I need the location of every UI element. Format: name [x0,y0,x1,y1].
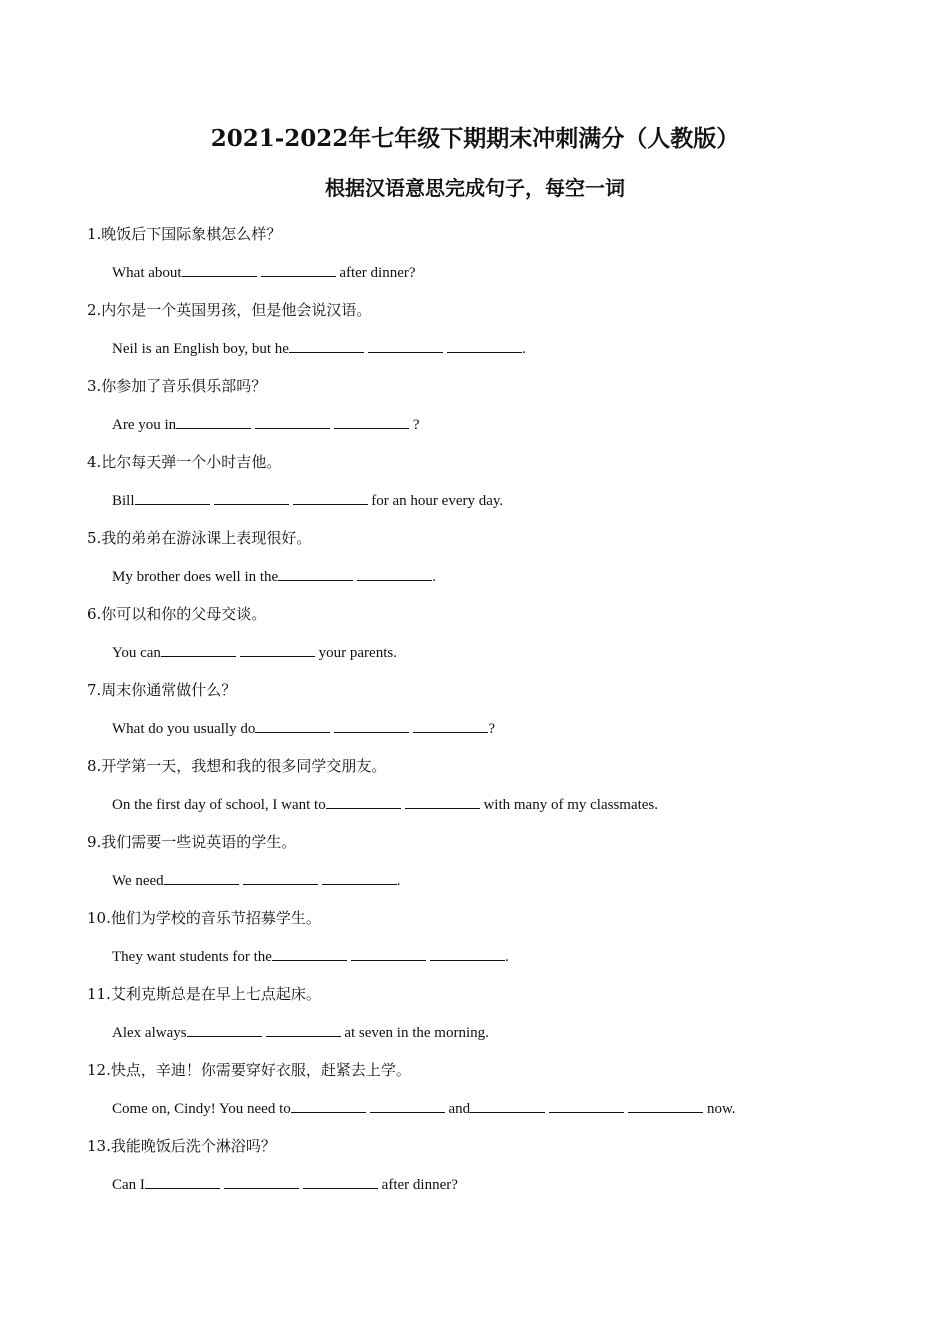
answer-blank[interactable] [164,869,239,885]
answer-blank[interactable] [326,793,401,809]
question-item [87,220,907,296]
sentence-text: after dinner? [377,1177,458,1193]
answer-blank[interactable] [187,1021,262,1037]
question-item [87,904,907,980]
question-prompt-chinese: 13.我能晚饭后洗个淋浴吗？ [87,1137,276,1155]
sentence-text: You can [112,645,161,661]
answer-blank[interactable] [243,869,318,885]
question-sentence-english [112,565,436,588]
question-sentence-english [112,945,509,968]
answer-blank[interactable] [293,489,368,505]
question-prompt-chinese: 9.我们需要一些说英语的学生。 [87,833,297,851]
question-prompt-chinese: 8.开学第一天，我想和我的很多同学交朋友。 [87,757,387,775]
question-sentence-english [112,1097,736,1120]
question-item [87,524,907,600]
sentence-text: What about [112,265,182,281]
answer-blank[interactable] [261,261,336,277]
question-prompt-chinese: 6.你可以和你的父母交谈。 [87,605,267,623]
answer-blank[interactable] [161,641,236,657]
question-sentence-english [112,261,416,284]
sentence-text: On the first day of school, I want to [112,797,326,813]
answer-blank[interactable] [291,1097,366,1113]
question-item [87,980,907,1056]
answer-blank[interactable] [370,1097,445,1113]
answer-blank[interactable] [255,717,330,733]
answer-blank-group [187,1021,341,1044]
question-sentence-english [112,717,495,740]
answer-blank[interactable] [182,261,257,277]
sentence-text: . [432,569,436,585]
question-item [87,448,907,524]
question-sentence-english [112,413,420,436]
answer-blank-group [182,261,336,284]
sentence-text: Come on, Cindy! You need to [112,1101,291,1117]
answer-blank[interactable] [176,413,251,429]
question-item [87,828,907,904]
answer-blank[interactable] [272,945,347,961]
answer-blank-group [278,565,432,588]
answer-blank[interactable] [405,793,480,809]
sentence-text: for an hour every day. [367,493,504,509]
sentence-text: What do you usually do [112,721,256,737]
question-list [87,220,907,1208]
answer-blank[interactable] [145,1173,220,1189]
answer-blank[interactable] [278,565,353,581]
question-sentence-english [112,337,526,360]
sentence-text: They want students for the [112,949,272,965]
question-prompt-chinese: 5.我的弟弟在游泳课上表现很好。 [87,529,312,547]
question-sentence-english [112,1173,458,1196]
answer-blank[interactable] [357,565,432,581]
answer-blank[interactable] [255,413,330,429]
sentence-text: . [396,873,401,889]
sentence-text: Neil is an English boy, but he [112,341,289,357]
answer-blank[interactable] [413,717,488,733]
sentence-text: We need [112,873,164,889]
answer-blank[interactable] [135,489,210,505]
answer-blank-group [135,489,368,512]
question-sentence-english [112,641,397,664]
answer-blank-group [470,1097,703,1120]
answer-blank-group [272,945,505,968]
question-item [87,752,907,828]
answer-blank[interactable] [628,1097,703,1113]
question-prompt-chinese: 3.你参加了音乐俱乐部吗？ [87,377,267,395]
sentence-text: Alex always [112,1025,187,1041]
question-sentence-english [112,1021,489,1044]
answer-blank[interactable] [303,1173,378,1189]
answer-blank-group [145,1173,378,1196]
answer-blank-group [289,337,522,360]
answer-blank[interactable] [240,641,315,657]
sentence-text: Are you in [112,417,177,433]
question-prompt-chinese: 11.艾利克斯总是在早上七点起床。 [87,985,321,1003]
sentence-text: at seven in the morning. [340,1025,489,1041]
question-prompt-chinese: 12.快点，辛迪！你需要穿好衣服，赶紧去上学。 [87,1061,411,1079]
answer-blank[interactable] [322,869,397,885]
sentence-text: Can I [112,1177,145,1193]
answer-blank[interactable] [214,489,289,505]
sentence-text: Bill [112,493,135,509]
question-item [87,296,907,372]
answer-blank[interactable] [224,1173,299,1189]
question-item [87,372,907,448]
answer-blank[interactable] [470,1097,545,1113]
answer-blank-group [291,1097,445,1120]
answer-blank[interactable] [447,337,522,353]
sentence-text: . [521,341,526,357]
answer-blank-group [326,793,480,816]
answer-blank-group [176,413,409,436]
answer-blank[interactable] [334,717,409,733]
question-item [87,676,907,752]
answer-blank[interactable] [334,413,409,429]
answer-blank-group [255,717,488,740]
answer-blank[interactable] [430,945,505,961]
sentence-text: ? [488,721,495,737]
question-item [87,600,907,676]
answer-blank[interactable] [549,1097,624,1113]
sentence-text: your parents. [314,645,397,661]
sentence-text: now. [703,1101,736,1117]
answer-blank[interactable] [266,1021,341,1037]
answer-blank[interactable] [368,337,443,353]
sentence-text: with many of my classmates. [479,797,659,813]
question-prompt-chinese: 4.比尔每天弹一个小时吉他。 [87,453,282,471]
sentence-text: and [444,1101,471,1117]
question-prompt-chinese: 7.周末你通常做什么？ [87,681,237,699]
question-prompt-chinese: 1.晚饭后下国际象棋怎么样？ [87,225,282,243]
question-prompt-chinese: 10.他们为学校的音乐节招募学生。 [87,909,321,927]
answer-blank[interactable] [351,945,426,961]
section-heading: 根据汉语意思完成句子，每空一词 [325,176,625,200]
answer-blank-group [161,641,315,664]
question-sentence-english [112,793,658,816]
sentence-text: My brother does well in the [112,569,279,585]
sentence-text: after dinner? [335,265,416,281]
question-item [87,1132,907,1208]
sentence-text: ? [409,417,420,433]
sentence-text: . [504,949,509,965]
document-title: 2021-2022年七年级下期期末冲刺满分（人教版） [210,125,740,152]
question-sentence-english [112,489,503,512]
question-sentence-english [112,869,400,892]
answer-blank-group [164,869,397,892]
question-item [87,1056,907,1132]
answer-blank[interactable] [289,337,364,353]
question-prompt-chinese: 2.内尔是一个英国男孩，但是他会说汉语。 [87,301,372,319]
